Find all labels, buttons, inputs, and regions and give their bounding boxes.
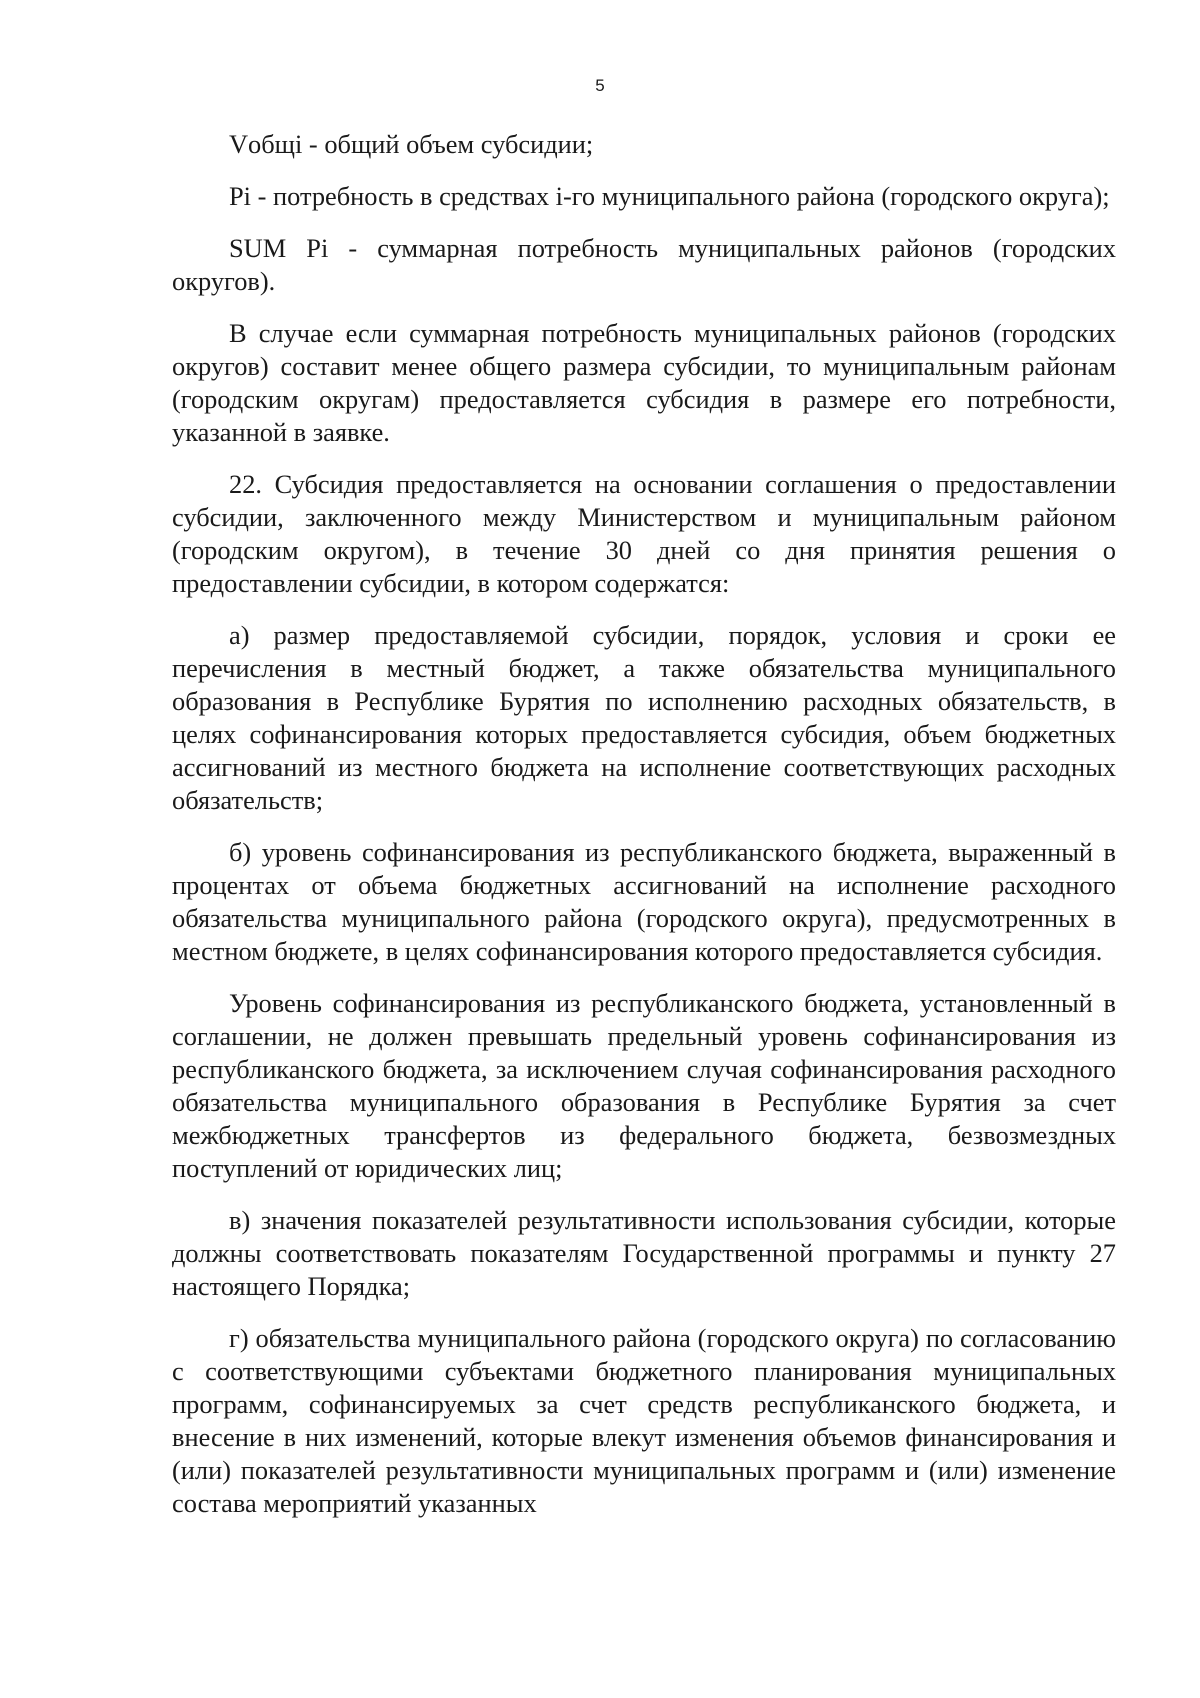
paragraph-clause-22: 22. Субсидия предоставляется на основании соглашения о предоставлении субсидии, заключенного между Министерством и муниципальным районом (городским округом), в течение 30 дней со дня принятия решения о предоставлении субсидии, в котором содержатся: <box>172 469 1116 598</box>
paragraph-item-v: в) значения показателей результативности использования субсидии, которые должны соответствовать показателям Государственной программы и пункту 27 настоящего Порядка; <box>172 1205 1116 1301</box>
paragraph-v-total: Vобщі - общий объем субсидии; <box>229 129 594 159</box>
document-body <box>172 128 1116 1539</box>
paragraph-item-b: б) уровень софинансирования из республиканского бюджета, выраженный в процентах от объема бюджетных ассигнований на исполнение расходного обязательства муниципального района (городского округа), предусмотренных в местном бюджете, в целях софинансирования которого предоставляется субсидия. <box>172 837 1116 966</box>
paragraph-cofinancing-level: Уровень софинансирования из республиканского бюджета, установленный в соглашении, не должен превышать предельный уровень софинансирования из республиканского бюджета, за исключением случая софинансирования расходного обязательства муниципального образования в Республике Бурятия за счет межбюджетных трансфертов из федерального бюджета, безвозмездных поступлений от юридических лиц; <box>172 988 1116 1183</box>
page-number: 5 <box>595 76 605 95</box>
paragraph-shortfall-case: В случае если суммарная потребность муниципальных районов (городских округов) составит менее общего размера субсидии, то муниципальным районам (городским округам) предоставляется субсидия в размере его потребности, указанной в заявке. <box>172 318 1116 447</box>
paragraph-item-a: а) размер предоставляемой субсидии, порядок, условия и сроки ее перечисления в местный бюджет, а также обязательства муниципального образования в Республике Бурятия по исполнению расходных обязательств, в целях софинансирования которых предоставляется субсидия, объем бюджетных ассигнований из местного бюджета на исполнение соответствующих расходных обязательств; <box>172 620 1116 815</box>
paragraph-sum-pi: SUM Pi - суммарная потребность муниципальных районов (городских округов). <box>172 233 1116 296</box>
paragraph-pi: Pi - потребность в средствах i-го муниципального района (городского округа); <box>229 181 1110 211</box>
paragraph-item-g: г) обязательства муниципального района (городского округа) по согласованию с соответствующими субъектами бюджетного планирования муниципальных программ, софинансируемых за счет средств республиканского бюджета, и внесение в них изменений, которые влекут изменения объемов финансирования и (или) показателей результативности муниципальных программ и (или) изменение состава мероприятий указанных <box>172 1323 1116 1518</box>
